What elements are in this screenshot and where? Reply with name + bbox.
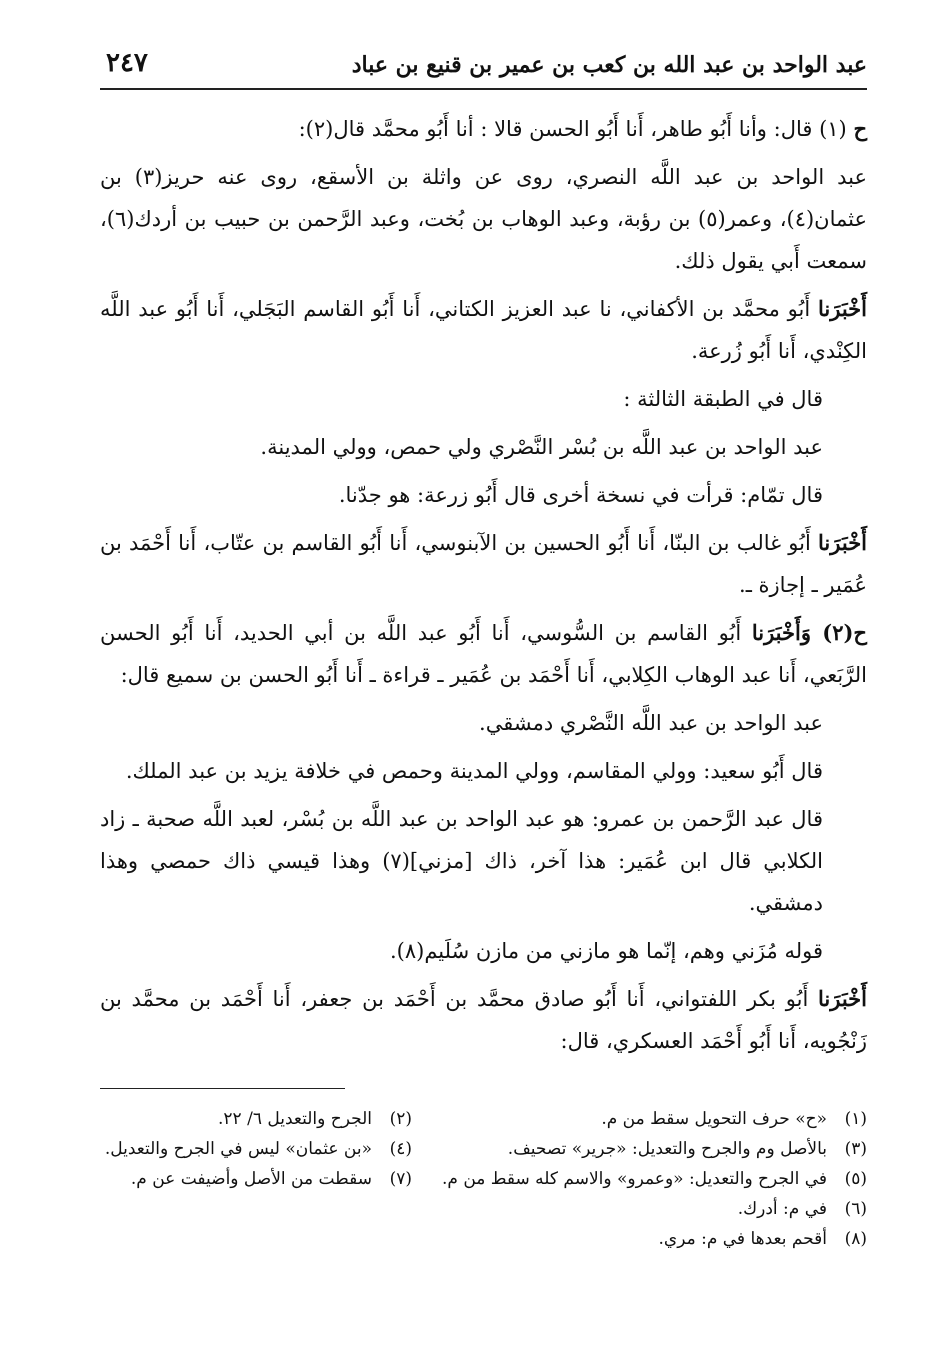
footnote <box>100 1164 412 1194</box>
paragraph <box>100 978 867 1062</box>
main-text <box>100 108 867 1068</box>
footnote-text: الجرح والتعديل ٦/ ٢٢. <box>218 1109 372 1129</box>
footnote-text: «ح» حرف التحويل سقط من م. <box>601 1109 827 1129</box>
paragraph-text: عبد الواحد بن عبد اللَّه بن بُسْر النَّصْري ولي حمص، وولي المدينة. <box>260 435 823 459</box>
footnote-number: (٨) <box>844 1229 867 1249</box>
paragraph <box>100 798 867 924</box>
paragraph-text: قال أَبُو سعيد: وولي المقاسم، وولي المدينة وحمص في خلافة يزيد بن عبد الملك. <box>125 759 823 783</box>
paragraph <box>100 702 867 744</box>
footnote-text: «بن عثمان» ليس في الجرح والتعديل. <box>104 1139 372 1159</box>
paragraph <box>100 930 867 972</box>
footnote-number: (٢) <box>389 1109 412 1129</box>
paragraph-text: قال تمّام: قرأت في نسخة أخرى قال أَبُو زرعة: هو جدّنا. <box>338 483 823 507</box>
footnote-text: سقطت من الأصل وأضيفت عن م. <box>130 1169 372 1189</box>
footnote <box>442 1134 867 1164</box>
paragraph <box>100 750 867 792</box>
footnote-number: (٥) <box>844 1169 867 1189</box>
footnote-empty <box>100 1224 412 1254</box>
footnote-number: (٦) <box>844 1199 867 1219</box>
footnote <box>100 1134 412 1164</box>
paragraph <box>100 156 867 282</box>
paragraph-lead: أَخْبَرَنا <box>818 530 868 555</box>
paragraph <box>100 108 867 150</box>
footnote <box>442 1194 867 1224</box>
paragraph-text: عبد الواحد بن عبد اللَّه النصري، روى عن واثلة بن الأسقع، روى عنه حريز(٣) بن عثمان(٤)، وعمر(٥) بن رؤبة، وعبد الوهاب بن بُخت، وعبد الرَّحمن بن حبيب بن أردك(٦)، سمعت أَبي يقول ذلك. <box>100 165 867 273</box>
page-number: ٢٤٧ <box>106 48 148 78</box>
paragraph <box>100 474 867 516</box>
paragraph <box>100 288 867 372</box>
paragraph <box>100 522 867 606</box>
paragraph-text: أَبُو القاسم بن السُّوسي، أَنا أَبُو عبد اللَّه بن أبي الحديد، أَنا أَبُو الحسن الرَّبَعي، أَنا عبد الوهاب الكِلابي، أَنا أَحْمَد بن عُمَير ـ قراءة ـ أَنا أَبُو الحسن بن سميع قال: <box>100 621 867 687</box>
footnote-empty <box>100 1194 412 1224</box>
paragraph <box>100 426 867 468</box>
footnote <box>442 1164 867 1194</box>
footnote-number: (١) <box>844 1109 867 1129</box>
footnote-divider <box>100 1088 345 1089</box>
footnotes <box>100 1104 867 1254</box>
paragraph-lead: أَخْبَرَنا <box>818 296 867 321</box>
paragraph <box>100 612 867 696</box>
paragraph-lead: ح <box>853 116 867 141</box>
paragraph-text: قوله مُزَني وهم، إنّما هو مازني من مازن سُلَيم(٨). <box>389 939 823 963</box>
footnote-text: بالأصل وم والجرح والتعديل: «جرير» تصحيف. <box>507 1139 827 1159</box>
paragraph-text: (١) قال: وأنا أَبُو طاهر، أَنا أَبُو الحسن قالا : أنا أَبُو محمَّد قال(٢): <box>298 117 847 141</box>
footnote-number: (٤) <box>389 1139 412 1159</box>
paragraph-text: أَبُو محمَّد بن الأكفاني، نا عبد العزيز الكتاني، أَنا أَبُو القاسم البَجَلي، أَنا أَبُو عبد اللَّه الكِنْدي، أَنا أَبُو زُرعة. <box>100 297 867 363</box>
running-title: عبد الواحد بن عبد الله بن كعب بن عمير بن قنيع بن عباد <box>351 52 867 78</box>
footnote <box>442 1224 867 1254</box>
footnote-number: (٣) <box>844 1139 867 1159</box>
footnote <box>100 1104 412 1134</box>
paragraph-lead: أَخْبَرَنا <box>818 986 867 1011</box>
paragraph-text: عبد الواحد بن عبد اللَّه النَّصْري دمشقي. <box>479 711 823 735</box>
footnote-text: في الجرح والتعديل: «وعمرو» والاسم كله سقط من م. <box>441 1169 827 1189</box>
paragraph-text: أَبُو بكر اللفتواني، أَنا أَبُو صادق محمَّد بن أَحْمَد بن جعفر، أَنا أَحْمَد بن محمَّد بن زَنْجُويه، أَنا أَبُو أَحْمَد العسكري، قال: <box>100 987 867 1053</box>
paragraph-lead: ح(٢) وَأَخْبَرَنا <box>751 620 867 645</box>
footnote-text: في م: أدرك. <box>737 1199 827 1219</box>
footnote-text: أقحم بعدها في م: مري. <box>658 1229 827 1249</box>
paragraph <box>100 378 867 420</box>
paragraph-text: قال عبد الرَّحمن بن عمرو: هو عبد الواحد بن عبد اللَّه بن بُسْر، لعبد اللَّه صحبة ـ زاد الكلابي قال ابن عُمَير: هذا آخر، ذاك [مزني](٧) وهذا قيسي ذاك حمصي وهذا دمشقي. <box>100 807 823 915</box>
paragraph-text: أَبُو غالب بن البنّا، أَنا أَبُو الحسين بن الآبنوسي، أَنا أَبُو القاسم بن عتّاب، أَنا أَحْمَد بن عُمَير ـ إجازة ـ. <box>100 531 867 597</box>
footnote-number: (٧) <box>389 1169 412 1189</box>
footnote <box>442 1104 867 1134</box>
paragraph-text: قال في الطبقة الثالثة : <box>623 387 823 411</box>
page-header <box>100 48 867 90</box>
